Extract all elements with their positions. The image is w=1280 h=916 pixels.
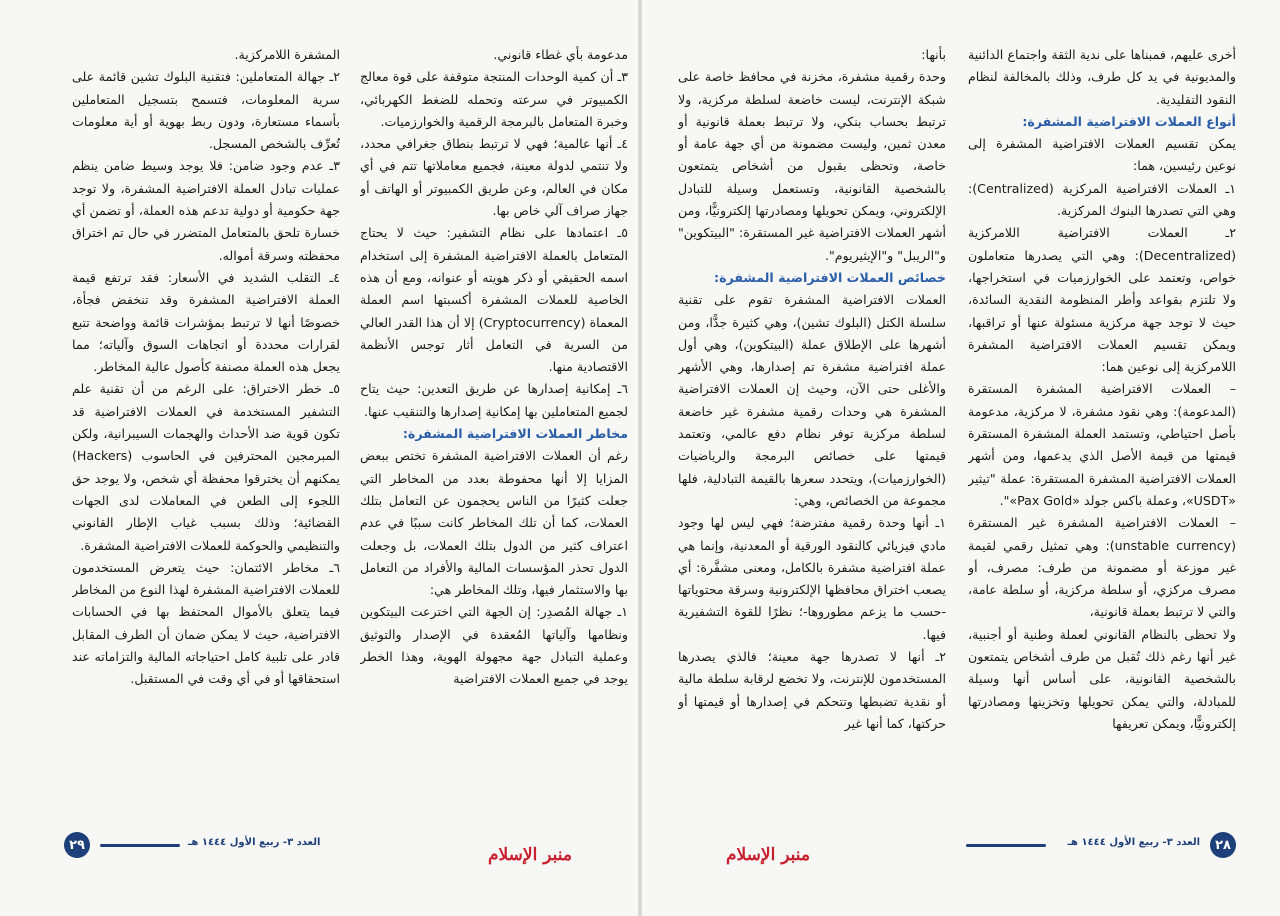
paragraph: بأنها: — [921, 47, 946, 62]
magazine-brand: منبر الإسلام — [488, 845, 572, 865]
paragraph: ولا تحظى بالنظام القانوني لعملة وطنية أو أجنبية، غير أنها رغم ذلك تُقبل من طرف أشخاص يتمتعون بالشخصية القانونية، على أساس أنها وسيلة للمبادلة، والتي يمكن تحويلها وتخزينها ومصادرتها إلكترونيًّا، ويمكن تعريفها — [968, 626, 1236, 731]
section-heading: أنواع العملات الافتراضية المشفرة: — [1022, 113, 1236, 129]
paragraph: ١ـ جهالة المُصدِر: إن الجهة التي اخترعت البيتكوين ونظامها وآلياتها المُعقدة في الإصدار والتوثيق وعملية التبادل جهة مجهولة الهوية، وهذا الخطر يوجد في جميع العملات الافتراضية — [360, 604, 628, 687]
paragraph: أخرى عليهم، فمبناها على ندية الثقة واجتماع الدائنية والمديونية في يد كل طرف، وذلك بالمخالفة لنظام النقود التقليدية. — [968, 47, 1236, 107]
page-28-column-right — [968, 44, 1236, 814]
issue-label: العدد ٣- ربيع الأول ١٤٤٤ هـ — [188, 837, 321, 848]
footer-rule — [100, 844, 180, 847]
page-number: ٢٨ — [1210, 832, 1236, 858]
page-29-footer — [64, 832, 326, 858]
paragraph: – العملات الافتراضية المشفرة غير المستقرة (unstable currency): وهي تمثيل رقمي لقيمة غير موزعة أو مضمونة من طرف: مصرف، أو مصرف مركزي، أو سلطة مركزية، أو سلطة عامة، والتي لا ترتبط بعملة قانونية، — [968, 515, 1236, 620]
section-heading: مخاطر العملات الافتراضية المشفرة: — [402, 426, 628, 442]
paragraph: يمكن تقسيم العملات الافتراضية المشفرة إلى نوعين رئيسين، هما: — [968, 136, 1236, 174]
paragraph: رغم أن العملات الافتراضية المشفرة تختص ببعض المزايا إلا أنها محفوطة بعدد من المخاطر التي جعلت كثيرًا من الناس يحجمون عن التعامل بتلك العملات، كما أن تلك المخاطر كانت سببًا في عدم اعتراف كثير من الدول بتلك العملات، بل وجعلت الدول تحذر المؤسسات المالية والأفراد من التعامل بها والاستثمار فيها، وتلك المخاطر هي: — [360, 448, 628, 598]
paragraph: – العملات الافتراضية المشفرة المستقرة (المدعومة): وهي نقود مشفرة، لا مركزية، مدعومة بأصل احتياطي، وتستمد العملة المشفرة المستقرة قيمتها من قيمة الأصل الذي يدعمها، ومن أشهر العملات الافتراضية المشفرة المستقرة: عملة "تيثير «USDT»، وعملة باكس جولد «Pax Gold»". — [968, 381, 1236, 508]
paragraph: ٢ـ جهالة المتعاملين: فتقنية البلوك تشين قائمة على سرية المعلومات، فتسمح بتسجيل المتعاملين بأسماء مستعارة، ودون ربط بهوية أو أية معلومات تُعرِّف بالشخص المسجل. — [72, 69, 340, 152]
page-29-column-left — [72, 44, 340, 814]
paragraph: ٣ـ عدم وجود ضامن: فلا يوجد وسيط ضامن ينظم عمليات تبادل العملة الافتراضية المشفرة، ولا توجد جهة حكومية أو دولية تدعم هذه العملة، أو تضمن أي خسارة تلحق بالمتعامل المتضرر في حال تم اختراق محفظته وسرقة أمواله. — [72, 158, 340, 263]
paragraph: ٤ـ التقلب الشديد في الأسعار: فقد ترتفع قيمة العملة الافتراضية المشفرة وقد تنخفض فجأة، خصوصًا أنها لا ترتبط بمؤشرات قائمة وواضحة تتبع لقرارات محددة أو اتجاهات السوق وآلياته؛ مما يجعل هذه العملة مصنفة كأصول عالية المخاطر. — [72, 269, 340, 375]
paragraph: ١ـ العملات الافتراضية المركزية (Centralized): وهي التي تصدرها البنوك المركزية. — [968, 180, 1236, 219]
page-28-footer — [966, 832, 1236, 858]
paragraph: ٢ـ العملات الافتراضية اللامركزية (Decentralized): وهي التي يصدرها متعاملون خواص، وتعتمد على الخوارزميات في استخراجها، ولا تلتزم بقواعد وأطر المنظومة النقدية السائدة، حيث لا توجد جهة مركزية مسئولة عنها أو تراقبها، ويمكن تقسيم العملات الافتراضية المشفرة اللامركزية إلى نوعين هما: — [968, 225, 1236, 375]
paragraph: مدعومة بأي غطاء قانوني. — [493, 47, 628, 62]
footer-rule — [966, 844, 1046, 847]
paragraph: ٦ـ مخاطر الائتمان: حيث يتعرض المستخدمون للعملات الافتراضية المشفرة لهذا النوع من المخاطر فيما يتعلق بالأموال المحتفظ بها في الحسابات الافتراضية، حيث لا يمكن ضمان أن الطرف المقابل قادر على تلبية كامل احتياجاته المالية والتزاماته عند استحقاقها أو في أي وقت في المستقبل. — [72, 559, 340, 687]
paragraph: العملات الافتراضية المشفرة تقوم على تقنية سلسلة الكتل (البلوك تشين)، وهي كثيرة جدًّا، ومن أشهرها على الإطلاق عملة (البيتكوين)، وهي أول عملة افتراضية مشفرة تم إصدارها، وهي الأشهر والأغلى حتى الآن، وحيث إن العملات الافتراضية المشفرة هي وحدات رقمية مشفرة غير خاضعة لسلطة مركزية توفر نظام دفع عالمي، وتعتمد قيمتها على خصائص البرمجة والرياضيات (الخوارزميات)، ويتحدد سعرها بالقيمة التبادلية، فلها مجموعة من الخصائص، وهي: — [678, 292, 946, 508]
paragraph: ٣ـ أن كمية الوحدات المنتجة متوقفة على قوة معالج الكمبيوتر في سرعته وتحمله للضغط الكهربائي، وخبرة المتعامل بالبرمجة الرقمية والخوارزميات. — [360, 69, 628, 129]
issue-label: العدد ٣- ربيع الأول ١٤٤٤ هـ — [1067, 837, 1200, 848]
page-29-column-right — [360, 44, 628, 814]
paragraph: ٤ـ أنها عالمية؛ فهي لا ترتبط بنطاق جغرافي محدد، ولا تنتمي لدولة معينة، فجميع معاملاتها تتم في أي مكان في العالم، وعن طريق الكمبيوتر أو الهاتف أو جهاز صراف آلي خاص بها. — [360, 136, 628, 219]
paragraph: ٦ـ إمكانية إصدارها عن طريق التعدين: حيث يتاح لجميع المتعاملين بها إمكانية إصدارها والتنقيب عنها. — [360, 381, 628, 419]
page-number: ٢٩ — [64, 832, 90, 858]
paragraph: ١ـ أنها وحدة رقمية مفترضة؛ فهي ليس لها وجود مادي فيزيائي كالنقود الورقية أو المعدنية، وإنما هي عملة افتراضية مشفرة بالكامل، ومعنى مشفَّرة: أي يصعب اختراق محافظها الإلكترونية وسرقة محتوياتها -حسب ما يزعم مطوروها-؛ نظرًا للقوة التشفيرية فيها. — [678, 515, 946, 642]
paragraph: وحدة رقمية مشفرة، مخزنة في محافظ خاصة على شبكة الإنترنت، ليست خاضعة لسلطة مركزية، ولا ترتبط بحساب بنكي، ولا ترتبط بعملة قانونية أو معدن ثمين، وليست مضمونة من أي جهة عامة أو خاصة، وتحظى بقبول من أشخاص يتمتعون بالشخصية القانونية، وتستعمل وسيلة للتبادل الإلكتروني، ويمكن تحويلها ومصادرتها إلكترونيًّا، ومن أشهر العملات الافتراضية غير المستقرة: "البيتكوين" و"الريبل" و"الإيثيريوم". — [678, 69, 946, 263]
paragraph: ٢ـ أنها لا تصدرها جهة معينة؛ فالذي يصدرها المستخدمون للإنترنت، ولا تخضع لرقابة سلطة مالية أو نقدية تضبطها وتتحكم في إصدارها أو قيمتها أو حركتها، كما أنها غير — [678, 649, 946, 731]
page-28 — [640, 0, 1280, 916]
section-heading: خصائص العملات الافتراضية المشفرة: — [714, 269, 946, 285]
paragraph: المشفرة اللامركزية. — [234, 47, 340, 62]
paragraph: ٥ـ خطر الاختراق: على الرغم من أن تقنية علم التشفير المستخدمة في العملات الافتراضية قد تكون قوية ضد الأحداث والهجمات السيبرانية، ولكن المبرمجين المحترفين في الحاسوب (Hackers) يمكنهم أن يخترقوا محفظة أي شخص، ولا يوجد حق اللجوء إلى الطعن في المعاملات لدى الجهات القضائية؛ وذلك بسبب غياب الإطار القانوني والتنظيمي والحوكمة للعملات الافتراضية المشفرة. — [72, 381, 340, 553]
page-28-column-left — [678, 44, 946, 814]
magazine-brand: منبر الإسلام — [726, 845, 810, 865]
paragraph: ٥ـ اعتمادها على نظام التشفير: حيث لا يحتاج المتعامل بالعملة الافتراضية المشفرة إلى استخدام اسمه الحقيقي أو ذكر هويته أو عنوانه، ومع أن هذه الخاصية للعملات المشفرة أكسبتها اسم العملة المعماة (Cryptocurrency) إلا أن هذا القدر العالي من السرية في التعامل أثار توجس الأنظمة الاقتصادية منها. — [360, 225, 628, 375]
